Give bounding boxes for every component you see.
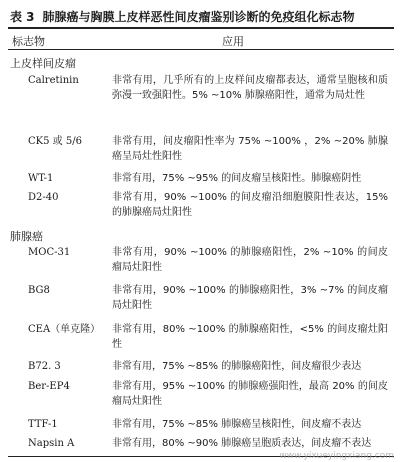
marker-name: TTF-1 bbox=[28, 419, 58, 430]
marker-description: 非常有用，75% ~95% 的间皮瘤呈核阳性。肺腺癌阴性 bbox=[112, 173, 362, 184]
marker-description: 非常有用，75% ~85% 的肺腺癌阳性，间皮瘤很少表达 bbox=[112, 361, 362, 372]
marker-name: D2-40 bbox=[28, 192, 59, 203]
marker-name: Ber-EP4 bbox=[28, 381, 70, 392]
section-title-adenocarcinoma: 肺腺癌 bbox=[10, 230, 43, 243]
marker-description: 非常有用，95% ~100% 的肺腺癌强阳性，最高 20% 的间皮瘤局灶阳性 bbox=[112, 381, 388, 407]
marker-name: CEA（单克隆） bbox=[28, 324, 101, 335]
marker-name: Calretinin bbox=[28, 75, 79, 86]
marker-name: CK5 或 5/6 bbox=[28, 136, 82, 147]
marker-description: 非常有用，75% ~85% 肺腺癌呈核阳性，间皮瘤不表达 bbox=[112, 419, 362, 430]
top-rule bbox=[8, 27, 394, 29]
marker-name: WT-1 bbox=[28, 173, 54, 184]
column-header-marker: 标志物 bbox=[12, 35, 45, 48]
marker-description: 非常有用，90% ~100% 的间皮瘤沿细胞膜阳性表达，15% 的肺腺癌局灶阳性 bbox=[112, 192, 388, 218]
watermark-text: www.yixueyingxiang.com bbox=[279, 451, 394, 461]
table-title: 肺腺癌与胸膜上皮样恶性间皮瘤鉴别诊断的免疫组化标志物 bbox=[42, 10, 355, 24]
marker-name: BG8 bbox=[28, 285, 50, 296]
table-number: 表 3 bbox=[10, 10, 35, 24]
header-rule bbox=[8, 49, 394, 50]
marker-description: 非常有用，间皮瘤阳性率为 75% ~100% ，2% ~20% 肺腺癌呈局灶性阳性 bbox=[112, 136, 388, 162]
marker-name: MOC-31 bbox=[28, 247, 71, 258]
column-header-application: 应用 bbox=[222, 35, 244, 48]
marker-name: B72. 3 bbox=[28, 361, 61, 372]
marker-description: 非常有用，80% ~90% 肺腺癌呈胞质表达，间皮瘤不表达 bbox=[112, 438, 372, 449]
marker-description: 非常有用，几乎所有的上皮样间皮瘤都表达，通常呈胞核和质弥漫一致强阳性。5% ~10% 肺腺癌阳性，通常为局灶性 bbox=[112, 75, 388, 101]
section-title-mesothelioma: 上皮样间皮瘤 bbox=[10, 57, 76, 70]
table-caption bbox=[10, 8, 394, 25]
marker-description: 非常有用，80% ~100% 的肺腺癌阳性，<5% 的间皮瘤灶阳性 bbox=[112, 324, 388, 350]
marker-name: Napsin A bbox=[28, 438, 75, 449]
marker-description: 非常有用，90% ~100% 的肺腺癌阳性，3% ~7% 的间皮瘤局灶阳性 bbox=[112, 285, 388, 311]
marker-description: 非常有用，90% ~100% 的肺腺癌阳性，2% ~10% 的间皮瘤局灶阳性 bbox=[112, 247, 388, 273]
